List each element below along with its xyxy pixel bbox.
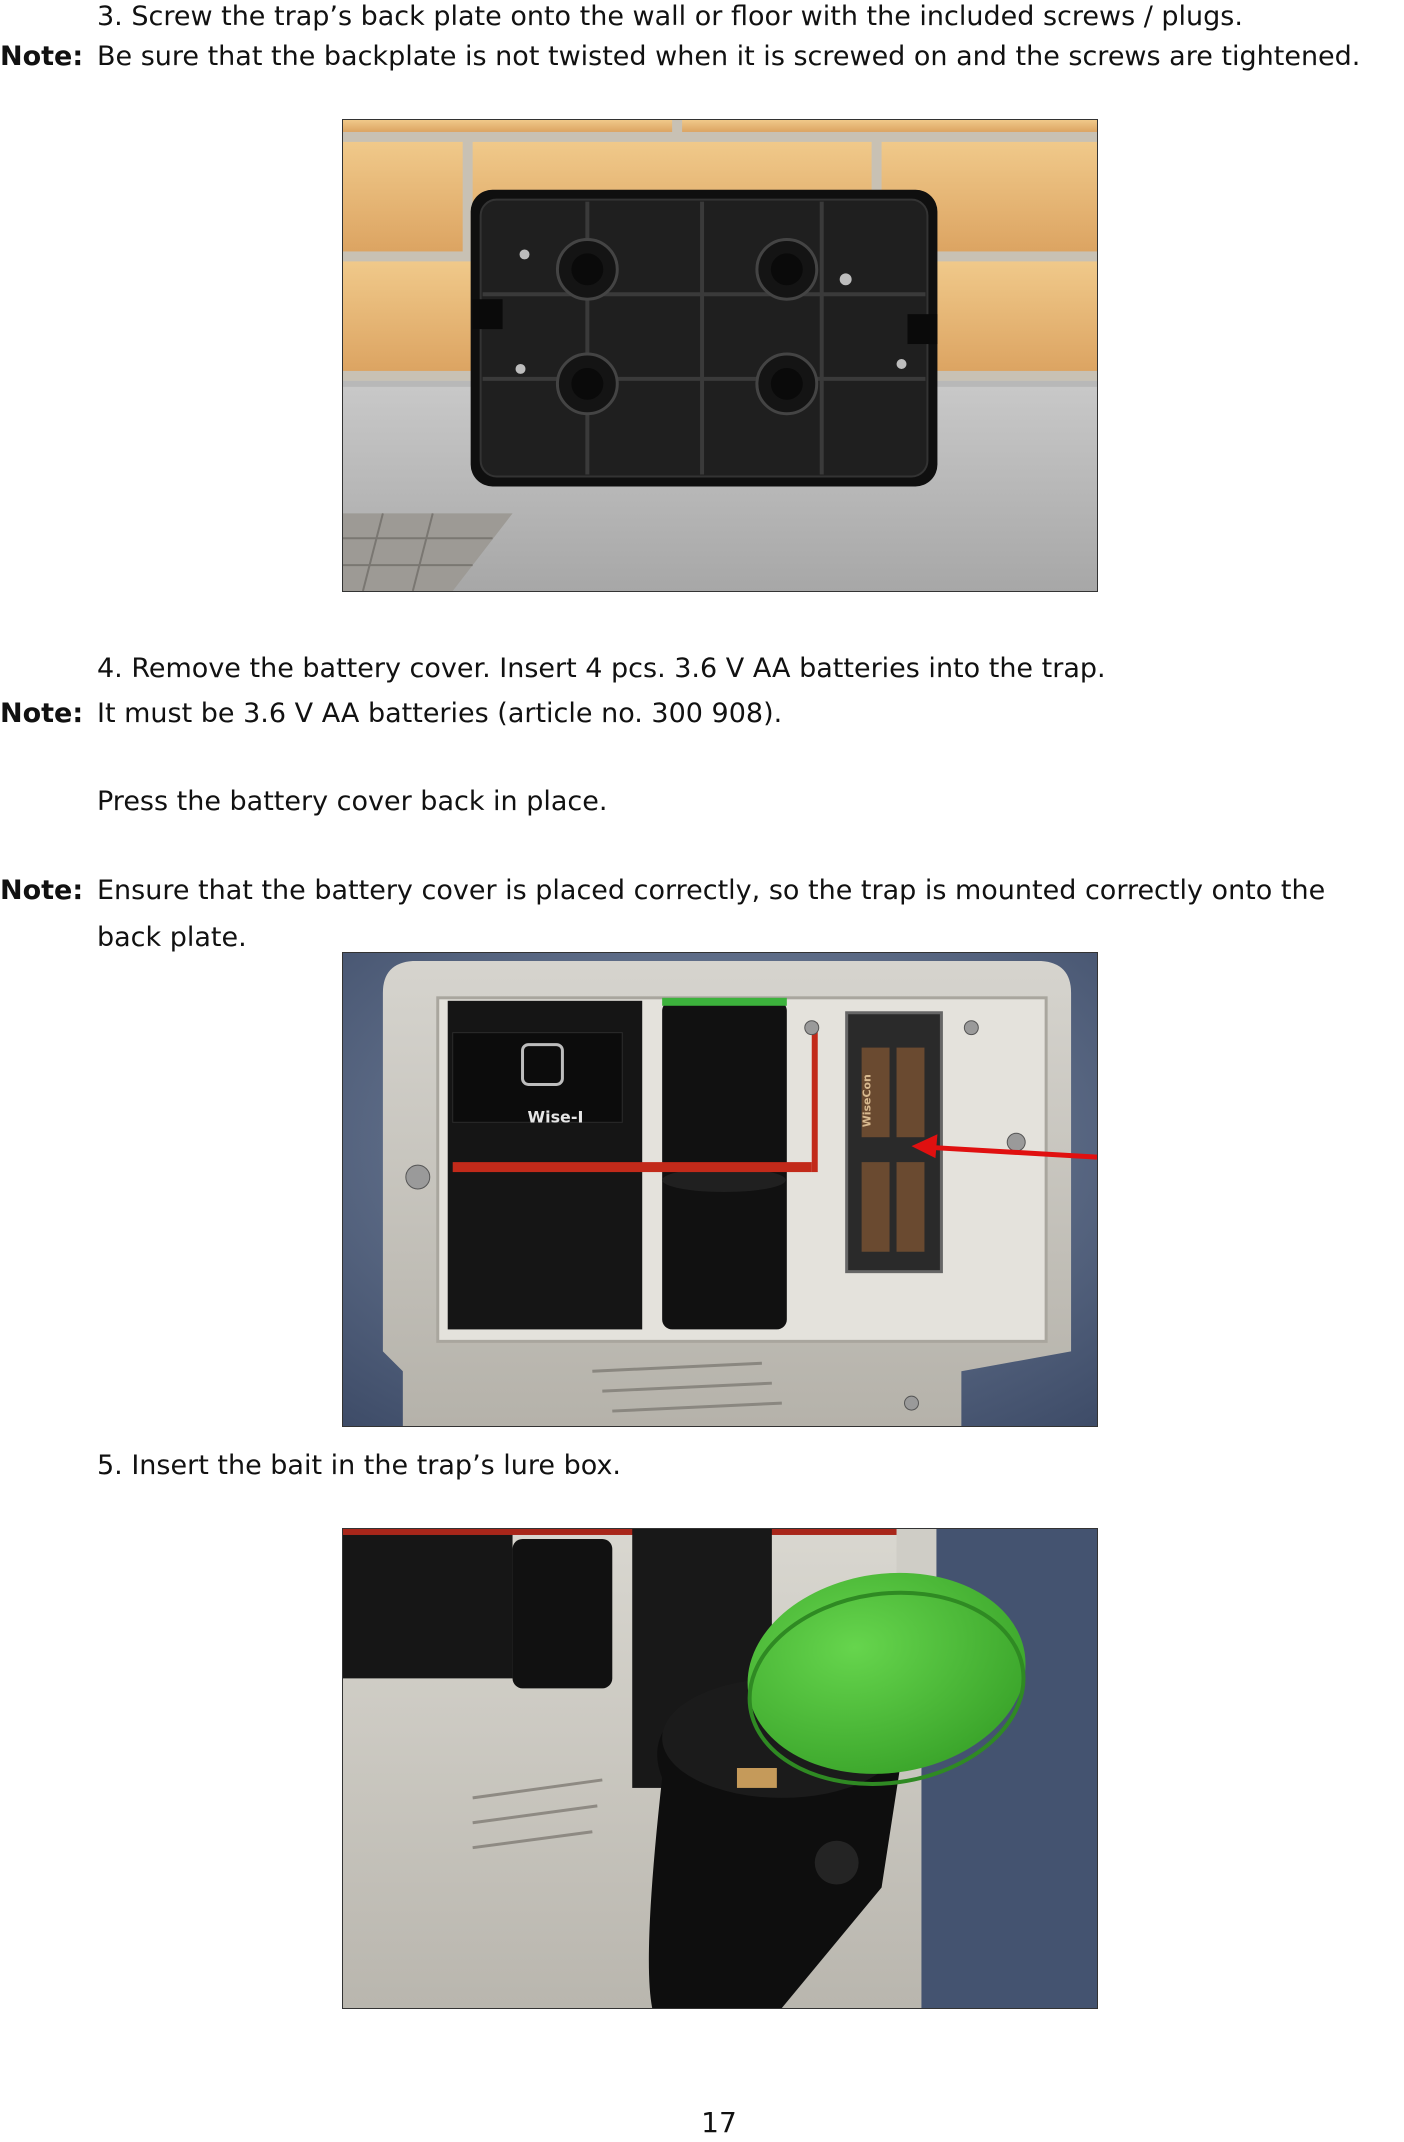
step-5-text: 5. Insert the bait in the trap’s lure box. bbox=[97, 1450, 622, 1481]
note-3-line-1: Ensure that the battery cover is placed correctly, so the trap is mounted correctly onto the bbox=[97, 875, 1326, 906]
note-2-text: It must be 3.6 V AA batteries (article no. 300 908). bbox=[97, 698, 783, 729]
figure-lure-box bbox=[342, 1528, 1098, 2009]
step-4-text: 4. Remove the battery cover. Insert 4 pcs. 3.6 V AA batteries into the trap. bbox=[97, 653, 1106, 684]
lure-box-illustration bbox=[343, 1529, 1097, 2008]
figure-back-plate-on-wall bbox=[342, 119, 1098, 592]
note-label: Note: bbox=[0, 875, 84, 906]
logo-text: Wise-I bbox=[527, 1107, 584, 1127]
note-label: Note: bbox=[0, 41, 84, 72]
note-3-line-2: back plate. bbox=[97, 922, 247, 953]
page-number: 17 bbox=[701, 2106, 737, 2139]
battery-label: WiseCon bbox=[860, 1074, 874, 1128]
back-plate-illustration bbox=[343, 120, 1097, 591]
battery-compartment-illustration bbox=[343, 953, 1097, 1426]
press-cover-text: Press the battery cover back in place. bbox=[97, 786, 608, 817]
note-1-text: Be sure that the backplate is not twisted when it is screwed on and the screws are tightened. bbox=[97, 41, 1361, 72]
step-3-text: 3. Screw the trap’s back plate onto the wall or floor with the included screws / plugs. bbox=[97, 1, 1243, 32]
note-label: Note: bbox=[0, 698, 84, 729]
figure-battery-compartment bbox=[342, 952, 1098, 1427]
